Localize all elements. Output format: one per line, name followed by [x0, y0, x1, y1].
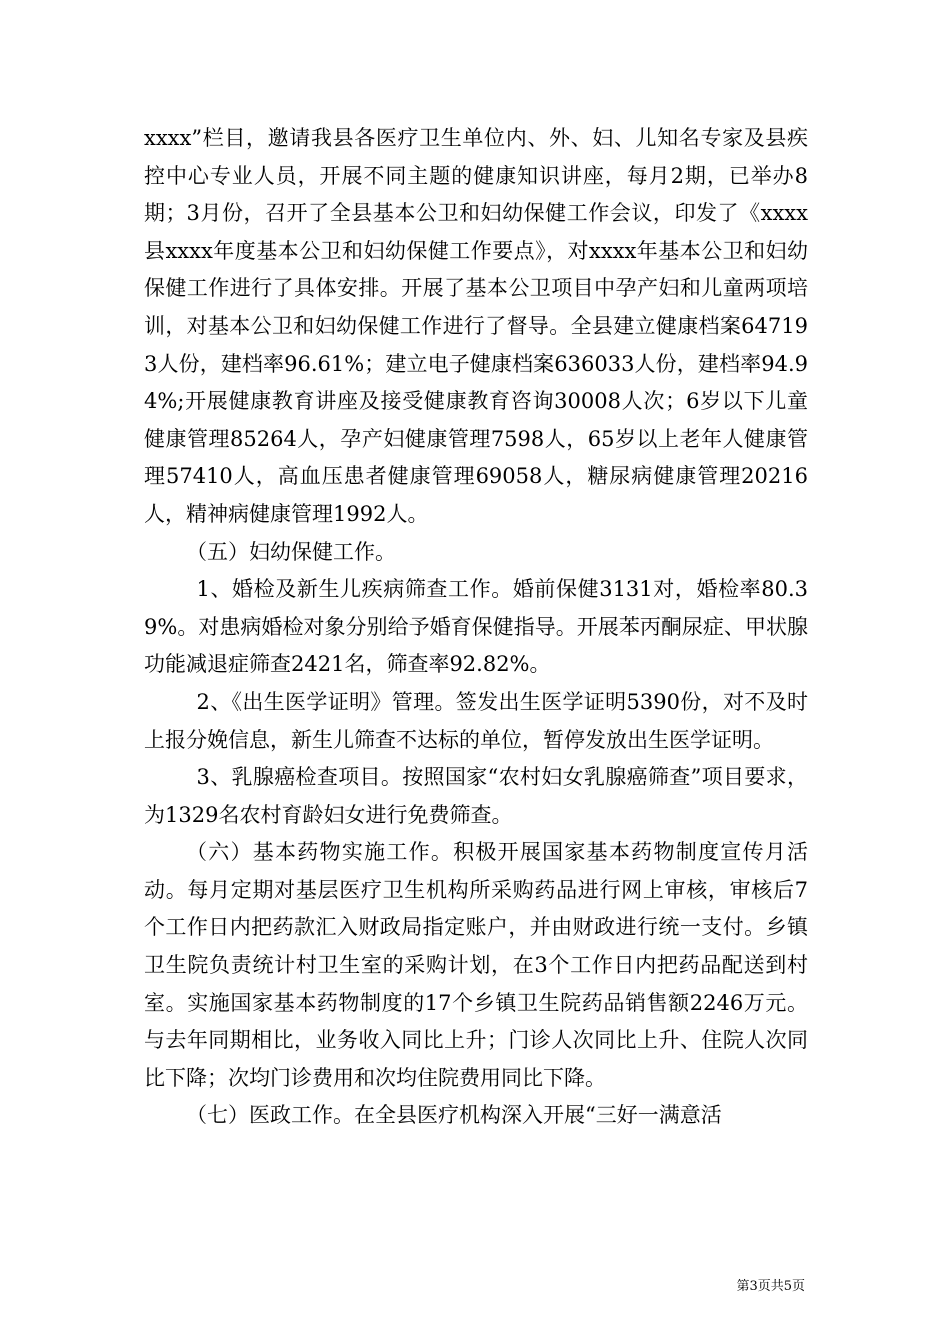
paragraph-essential-medicines: （六）基本药物实施工作。积极开展国家基本药物制度宣传月活动。每月定期对基层医疗卫生机构所采购药品进行网上审核，审核后7个工作日内把药款汇入财政局指定账户，并由财政进行统一支付。乡镇卫生院负责统计村卫生室的采购计划，在3个工作日内把药品配送到村室。实施国家基本药物制度的17个乡镇卫生院药品销售额2246万元。与去年同期相比，业务收入同比上升；门诊人次同比上升、住院人次同比下降；次均门诊费用和次均住院费用同比下降。 — [144, 840, 808, 1090]
paragraph-premarital-screening: 1、婚检及新生儿疾病筛查工作。婚前保健3131对，婚检率80.39%。对患病婚检对象分别给予婚育保健指导。开展苯丙酮尿症、甲状腺功能减退症筛查2421名，筛查率92.82%。 — [144, 577, 808, 677]
page-number-footer: 第3页共5页 — [736, 1279, 805, 1294]
paragraph-birth-certificate: 2、《出生医学证明》管理。签发出生医学证明5390份，对不及时上报分娩信息，新生儿筛查不达标的单位，暂停发放出生医学证明。 — [144, 689, 808, 752]
paragraph-public-health-summary: xxxx”栏目，邀请我县各医疗卫生单位内、外、妇、儿知名专家及县疾控中心专业人员，开展不同主题的健康知识讲座，每月2期，已举办8期；3月份，召开了全县基本公卫和妇幼保健工作会议，印发了《xxxx县xxxx年度基本公卫和妇幼保健工作要点》，对xxxx年基本公卫和妇幼保健工作进行了具体安排。开展了基本公卫项目中孕产妇和儿童两项培训，对基本公卫和妇幼保健工作进行了督导。全县建立健康档案647193人份，建档率96.61%；建立电子健康档案636033人份，建档率94.94%;开展健康教育讲座及接受健康教育咨询30008人次；6岁以下儿童健康管理85264人，孕产妇健康管理7598人，65岁以上老年人健康管理57410人，高血压患者健康管理69058人，糖尿病健康管理20216人，精神病健康管理1992人。 — [144, 126, 808, 526]
document-body — [144, 120, 808, 1135]
paragraph-breast-cancer-screening: 3、乳腺癌检查项目。按照国家“农村妇女乳腺癌筛查”项目要求，为1329名农村育龄妇女进行免费筛查。 — [144, 765, 808, 827]
paragraph-medical-administration: （七）医政工作。在全县医疗机构深入开展“三好一满意活 — [186, 1103, 722, 1128]
section-heading-maternal-child-health: （五）妇幼保健工作。 — [186, 539, 396, 564]
